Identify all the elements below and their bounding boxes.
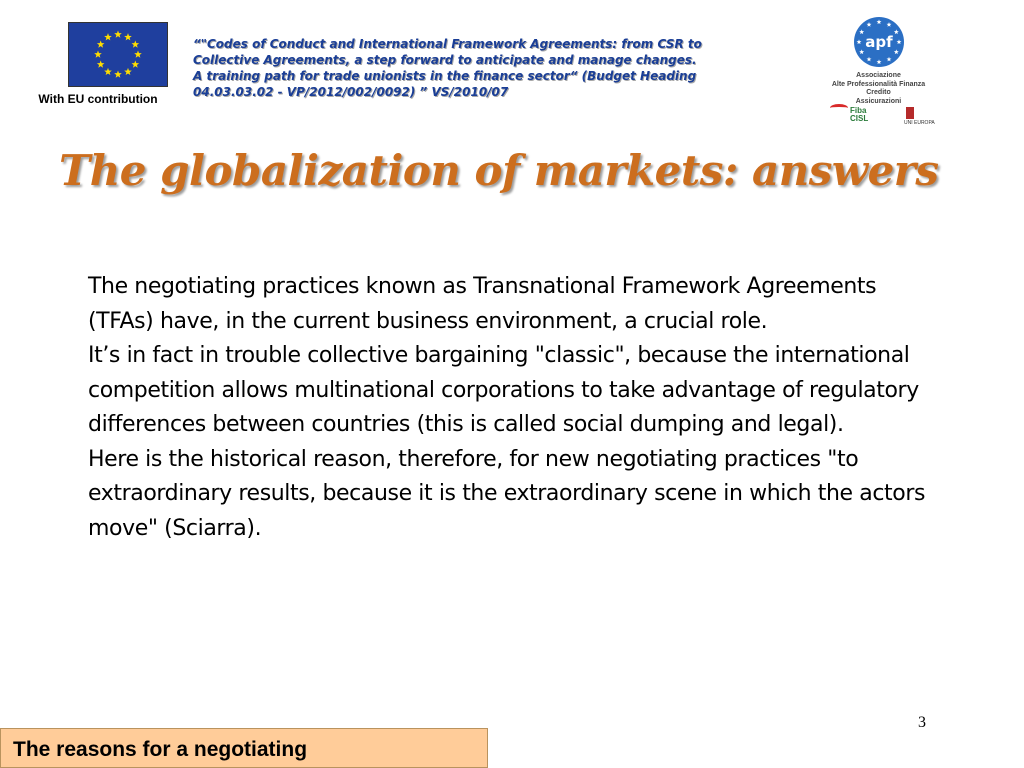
star-icon [132,61,140,68]
star-icon [104,68,112,75]
star-icon [97,61,105,68]
cisl-label: CISL [850,114,869,123]
apf-caption [822,72,935,106]
star-icon [124,68,132,75]
body-paragraph: Here is the historical reason, therefore, for new negotiating practices "to extraordinary results, because it is the extraordinary scene in which the actors move" (Sciarra). [88,446,926,541]
apf-mark: apf [865,33,893,51]
uni-europa-logo-icon [906,107,914,119]
body-paragraph: It’s in fact in trouble collective bargaining "classic", because the international competition allows multinational corporations to take advantage of regulatory differences between countries (this is called social dumping and legal). [88,343,919,437]
project-header-line: “"Codes of Conduct and International Framework Agreements: from CSR to [193,37,702,51]
eu-flag-logo [68,22,168,87]
star-icon [104,33,112,40]
page-number: 3 [918,714,926,731]
apf-emblem-icon [853,16,905,68]
fiba-cisl-logo [828,107,868,123]
star-icon [114,31,122,38]
fiba-label: Fiba [850,106,867,115]
apf-caption-line: Alte Professionalità Finanza [831,80,926,88]
project-header-line: 04.03.03.02 - VP/2012/002/0092) ” VS/2010/07 [193,85,509,99]
apf-caption-line: Associazione [856,72,901,79]
slide-title: The globalization of markets: answers [59,146,939,195]
eu-stars-icon [69,23,167,86]
slide-body [88,270,943,546]
apf-logo [822,16,935,126]
star-icon [134,51,142,58]
apf-caption-line: Credito [866,89,891,96]
star-icon [114,71,122,78]
uni-europa-label: UNI EUROPA [904,120,935,126]
project-header [193,36,793,100]
footer-section-box [0,728,488,768]
body-paragraph: The negotiating practices known as Transnational Framework Agreements (TFAs) have, in the current business environment, a crucial role. [88,274,877,334]
apf-caption-line: Assicurazioni [855,97,902,105]
star-icon [124,33,132,40]
star-icon [132,41,140,48]
footer-section-label: The reasons for a negotiating [13,738,308,761]
eu-contribution-caption: With EU contribution [38,92,158,106]
star-icon [97,41,105,48]
project-header-line: Collective Agreements, a step forward to anticipate and manage changes. [193,53,697,67]
project-header-line: A training path for trade unionists in the finance sector“ (Budget Heading [193,69,697,83]
star-icon [94,51,102,58]
